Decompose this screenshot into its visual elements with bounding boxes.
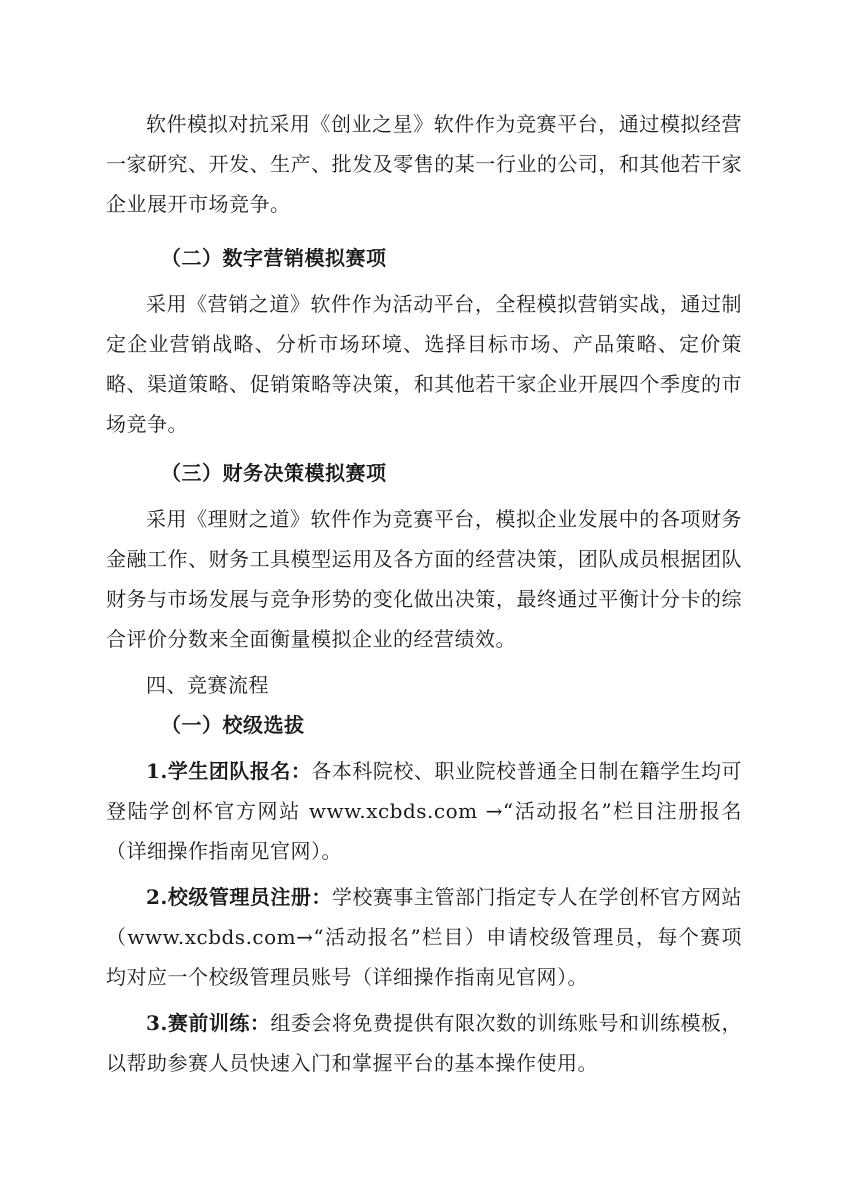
paragraph-software-simulation: 软件模拟对抗采用《创业之星》软件作为竞赛平台，通过模拟经营一家研究、开发、生产、批发及零售的某一行业的公司，和其他若干家企业展开市场竞争。	[106, 112, 742, 216]
item-text-admin-registration: 学校赛事主管部门指定专人在学创杯官方网站（www.xcbds.com→“活动报名”栏目）申请校级管理员，每个赛项均对应一个校级管理员账号（详细操作指南见官网）。	[106, 885, 742, 989]
item-text-pre-training: 组委会将免费提供有限次数的训练账号和训练模板，以帮助参赛人员快速入门和掌握平台的基本操作使用。	[106, 1011, 742, 1075]
paragraph-financial-decision: 采用《理财之道》软件作为竞赛平台，模拟企业发展中的各项财务金融工作、财务工具模型运用及各方面的经营决策，团队成员根据团队财务与市场发展与竞争形势的变化做出决策，最终通过平衡计分卡的综合评价分数来全面衡量模拟企业的经营绩效。	[106, 507, 742, 651]
paragraph-digital-marketing: 采用《营销之道》软件作为活动平台，全程模拟营销实战，通过制定企业营销战略、分析市场环境、选择目标市场、产品策略、定价策略、渠道策略、促销策略等决策，和其他若干家企业开展四个季度的市场竞争。	[106, 292, 742, 436]
paragraph-team-registration	[106, 751, 742, 871]
item-label-team-registration: 1.学生团队报名：	[146, 759, 312, 783]
paragraph-admin-registration	[106, 877, 742, 997]
heading-digital-marketing: （二）数字营销模拟赛项	[161, 246, 387, 270]
heading-financial-decision: （三）财务决策模拟赛项	[161, 461, 387, 485]
document-body	[106, 104, 742, 1083]
heading-school-selection: （一）校级选拔	[161, 713, 305, 737]
item-label-pre-training: 3.赛前训练：	[146, 1011, 271, 1035]
heading-competition-process: 四、竞赛流程	[146, 673, 269, 697]
item-text-team-registration: 各本科院校、职业院校普通全日制在籍学生均可登陆学创杯官方网站 www.xcbds.com →“活动报名”栏目注册报名（详细操作指南见官网）。	[106, 759, 742, 863]
paragraph-pre-training	[106, 1003, 742, 1083]
item-label-admin-registration: 2.校级管理员注册：	[146, 885, 332, 909]
